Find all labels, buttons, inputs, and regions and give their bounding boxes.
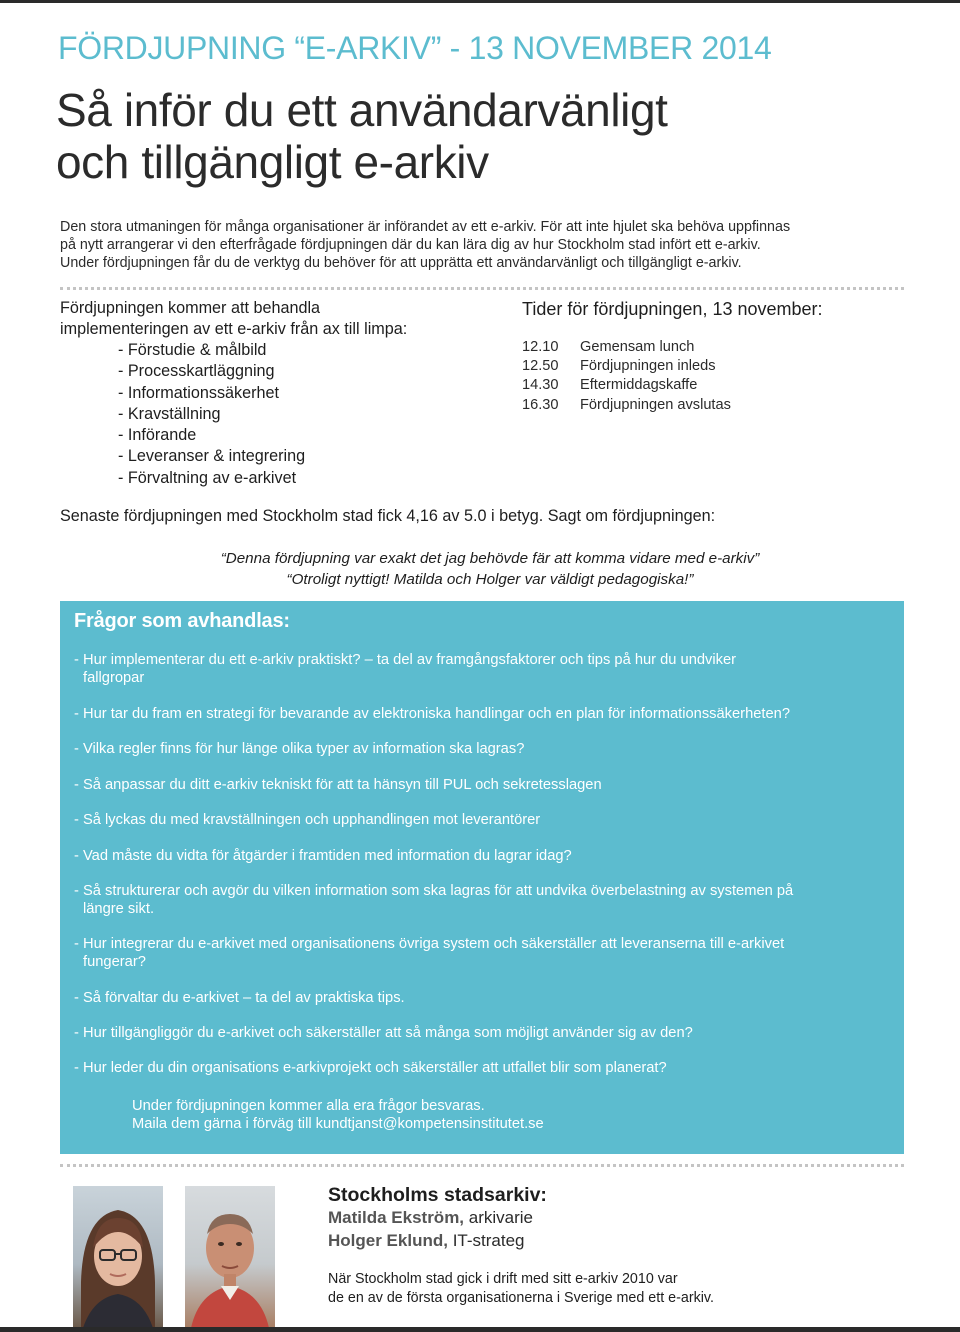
note-line: När Stockholm stad gick i drift med sitt e-arkiv 2010 var: [328, 1271, 678, 1287]
question-line: - Hur implementerar du ett e-arkiv praktiskt? – ta del av framgångsfaktorer och tips på hur du undviker: [74, 652, 737, 668]
question-item: [74, 1059, 900, 1077]
question-line: - Så förvaltar du e-arkivet – ta del av praktiska tips.: [74, 990, 405, 1006]
questions-panel: [60, 601, 904, 1154]
question-item: [74, 705, 900, 723]
organisation-title: Stockholms stadsarkiv:: [328, 1184, 547, 1206]
schedule-time: 12.10: [522, 339, 559, 355]
question-item: [74, 989, 900, 1007]
question-line: - Så strukturerar och avgör du vilken information som ska lagras för att undvika överbelastning av systemen på: [74, 883, 794, 899]
question-line: - Vad måste du vidta för åtgärder i framtiden med information du lagrar idag?: [74, 848, 572, 864]
dotted-divider: [60, 287, 904, 290]
question-line: - Hur integrerar du e-arkivet med organisationens övriga system och säkerställer att leveranserna till e-arkivet: [74, 936, 785, 952]
topic-item: - Förstudie & målbild: [118, 341, 267, 359]
schedule-time: 12.50: [522, 358, 559, 375]
speaker-role: IT-strateg: [447, 1231, 525, 1250]
topic-item: - Införande: [118, 426, 197, 445]
speakers-section: [328, 1184, 547, 1252]
speaker-role: arkivarie: [464, 1208, 534, 1227]
question-line: - Hur tillgängliggör du e-arkivet och säkerställer att så många som möjligt använder sig av den?: [74, 1025, 693, 1041]
schedule-row: [522, 338, 922, 357]
intro-paragraph: [60, 218, 910, 272]
footer-line: Maila dem gärna i förväg till kundtjanst@kompetensinstitutet.se: [132, 1116, 544, 1132]
topic-item: - Förvaltning av e-arkivet: [118, 468, 297, 487]
question-line: fallgropar: [83, 670, 145, 686]
question-item: [74, 776, 900, 794]
note-line: de en av de första organisationerna i Sverige med ett e-arkiv.: [328, 1290, 714, 1306]
speaker-photo: [185, 1186, 275, 1328]
question-item: [74, 1024, 900, 1042]
page-title: [56, 84, 668, 188]
schedule-label: Gemensam lunch: [580, 339, 695, 355]
question-item: [74, 651, 900, 687]
topics-heading: [60, 298, 480, 340]
schedule-label: Eftermiddagskaffe: [580, 377, 698, 394]
schedule-section: [522, 298, 922, 415]
topics-list: [60, 340, 480, 489]
footer-line: Under fördjupningen kommer alla era frågor besvaras.: [132, 1098, 485, 1114]
rating-statement: Senaste fördjupningen med Stockholm stad fick 4,16 av 5.0 i betyg. Sagt om fördjupningen:: [60, 507, 716, 525]
speaker-portrait-image: [185, 1186, 275, 1328]
quote-line: “Denna fördjupning var exakt det jag behövde fär att komma vidare med e-arkiv”: [220, 550, 760, 567]
topic-item: - Informationssäkerhet: [118, 383, 280, 402]
question-item: [74, 811, 900, 829]
question-line: - Hur leder du din organisations e-arkivprojekt och säkerställer att utfallet blir som planerat?: [74, 1060, 667, 1076]
intro-line: Under fördjupningen får du de verktyg du behöver för att upprätta ett användarvänligt och tillgängligt e-arkiv.: [60, 255, 742, 271]
speaker-name: Holger Eklund,: [328, 1231, 448, 1250]
intro-line: på nytt arrangerar vi den efterfrågade fördjupningen där du kan lära dig av hur Stockholm stad infört ett e-arkiv.: [60, 237, 761, 253]
schedule-row: [522, 396, 922, 415]
testimonial-quote: [140, 548, 840, 590]
topics-section: [60, 298, 480, 489]
topic-item: - Kravställning: [118, 404, 221, 423]
event-kicker: FÖRDJUPNING “E-ARKIV” - 13 NOVEMBER 2014: [58, 30, 772, 66]
page-title-line-2: och tillgängligt e-arkiv: [56, 136, 489, 188]
topics-heading-line: implementeringen av ett e-arkiv från ax till limpa:: [60, 320, 408, 338]
questions-title: Frågor som avhandlas:: [74, 610, 290, 632]
quote-line: “Otroligt nyttigt! Matilda och Holger var väldigt pedagogiska!”: [286, 571, 694, 588]
speaker-entry: [328, 1229, 547, 1252]
organisation-note: [328, 1270, 714, 1308]
question-item: [74, 882, 900, 918]
question-line: - Så lyckas du med kravställningen och upphandlingen mot leverantörer: [74, 812, 541, 828]
speaker-name: Matilda Ekström,: [328, 1208, 465, 1227]
speaker-entry: [328, 1206, 547, 1229]
question-line: - Så anpassar du ditt e-arkiv tekniskt för att ta hänsyn till PUL och sekretesslagen: [74, 777, 602, 793]
page-title-line-1: Så inför du ett användarvänligt: [56, 84, 668, 136]
schedule-time: 14.30: [522, 377, 559, 394]
question-line: längre sikt.: [83, 901, 155, 917]
schedule-title: Tider för fördjupningen, 13 november:: [522, 299, 823, 319]
topic-item: - Processkartläggning: [118, 362, 275, 381]
schedule-row: [522, 357, 922, 376]
topics-heading-line: Fördjupningen kommer att behandla: [60, 299, 321, 317]
schedule-label: Fördjupningen inleds: [580, 358, 716, 375]
intro-line: Den stora utmaningen för många organisationer är införandet av ett e-arkiv. För att inte hjulet ska behöva uppfinnas: [60, 219, 791, 235]
dotted-divider: [60, 1164, 904, 1167]
questions-footer: [132, 1097, 544, 1133]
question-item: [74, 847, 900, 865]
question-line: fungerar?: [83, 954, 146, 970]
question-line: - Vilka regler finns för hur länge olika typer av information ska lagras?: [74, 741, 525, 757]
top-border: [0, 0, 960, 3]
schedule-row: [522, 376, 922, 395]
question-line: - Hur tar du fram en strategi för bevarande av elektroniska handlingar och en plan för informationssäkerheten?: [74, 706, 791, 722]
speaker-portrait-image: [73, 1186, 163, 1328]
speaker-photo: [73, 1186, 163, 1328]
question-item: [74, 740, 900, 758]
schedule-label: Fördjupningen avslutas: [580, 396, 731, 413]
topic-item: - Leveranser & integrering: [118, 447, 306, 466]
schedule-time: 16.30: [522, 396, 559, 413]
question-item: [74, 935, 900, 971]
bottom-border: [0, 1327, 960, 1332]
